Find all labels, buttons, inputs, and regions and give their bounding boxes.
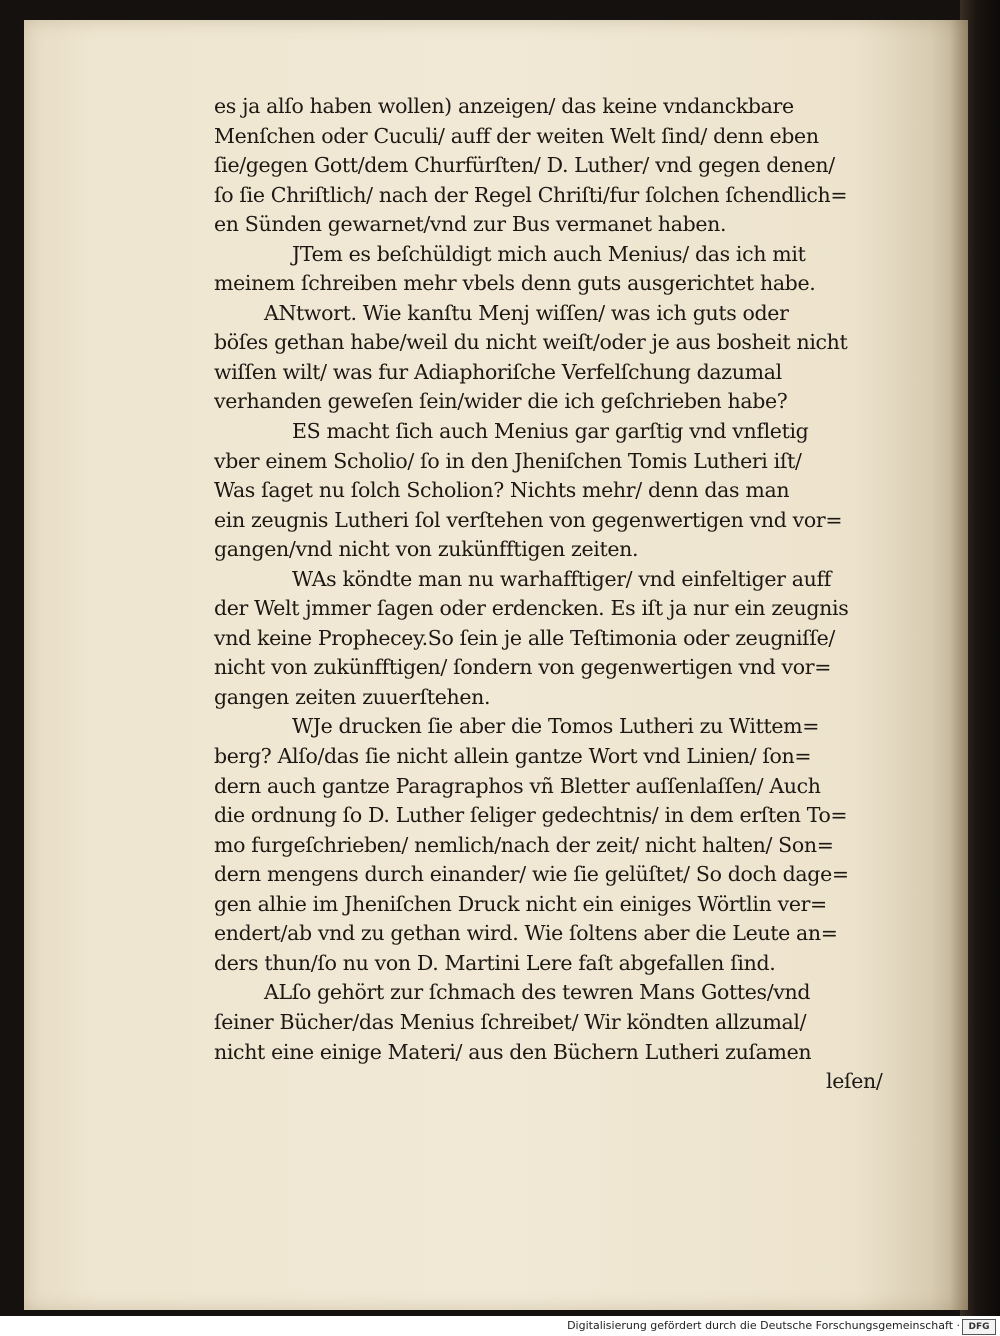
text-line: gen alhie im Jheniſchen Druck nicht ein einiges Wörtlin ver= (214, 891, 827, 916)
text-line: en Sünden gewarnet/vnd zur Bus vermanet haben. (214, 212, 727, 237)
text-line: endert/ab vnd zu gethan wird. Wie ſoltens aber die Leute an= (214, 921, 838, 946)
text-line: die ordnung ſo D. Luther ſeliger gedechtnis/ in dem erſten To= (214, 803, 848, 828)
footer-bar (0, 1316, 1000, 1336)
page-text-block (214, 92, 934, 1097)
text-line: ſo ſie Chriſtlich/ nach der Regel Chriſti/fur ſolchen ſchendlich= (214, 182, 848, 207)
page-edge-shade (950, 20, 968, 1310)
text-line: ders thun/ſo nu von D. Martini Lere faſt abgefallen ſind. (214, 950, 776, 975)
text-line: mo furgeſchrieben/ nemlich/nach der zeit/ nicht halten/ Son= (214, 832, 834, 857)
paragraph-start-line: ES macht ſich auch Menius gar garſtig vnd vnfletig (292, 419, 809, 444)
text-line: vber einem Scholio/ ſo in den Jheniſchen Tomis Lutheri iſt/ (214, 448, 802, 473)
text-line: gangen/vnd nicht von zukünfftigen zeiten. (214, 537, 639, 562)
paragraph-start-line: WAs köndte man nu warhafftiger/ vnd einfeltiger auff (292, 566, 831, 591)
text-line: meinem ſchreiben mehr vbels denn guts ausgerichtet habe. (214, 271, 816, 296)
paragraph-start-line: JTem es beſchüldigt mich auch Menius/ das ich mit (292, 241, 806, 266)
text-line: es ja alſo haben wollen) anzeigen/ das keine vndanckbare (214, 94, 794, 118)
catchword: leſen/ (826, 1069, 883, 1094)
text-line: berg? Alſo/das ſie nicht allein gantze Wort vnd Linien/ ſon= (214, 744, 812, 769)
footer-credit-text: Digitalisierung gefördert durch die Deutsche Forschungsgemeinschaft · (567, 1319, 960, 1332)
text-line: wiſſen wilt/ was fur Adiaphoriſche Verfelſchung dazumal (214, 359, 782, 384)
text-line: gangen zeiten zuuerſtehen. (214, 684, 491, 709)
dfg-logo-icon: DFG (962, 1319, 996, 1335)
paragraph-start-line: WJe drucken ſie aber die Tomos Lutheri zu Wittem= (292, 714, 820, 739)
text-line: nicht eine einige Materi/ aus den Büchern Lutheri zuſamen (214, 1039, 812, 1064)
text-line: ſeiner Bücher/das Menius ſchreibet/ Wir köndten allzumal/ (214, 1009, 807, 1034)
paragraph-start-line: ALſo gehört zur ſchmach des tewren Mans Gottes/vnd (264, 980, 811, 1005)
text-line: nicht von zukünfftigen/ ſondern von gegenwertigen vnd vor= (214, 655, 832, 680)
text-line: Menſchen oder Cuculi/ auff der weiten Welt ſind/ denn eben (214, 123, 819, 148)
text-line: dern auch gantze Paragraphos vñ Bletter auſſenlaſſen/ Auch (214, 773, 821, 798)
text-line: verhanden geweſen ſein/wider die ich geſchrieben habe? (214, 389, 788, 414)
text-line: böſes gethan habe/weil du nicht weiſt/oder je aus bosheit nicht (214, 330, 848, 355)
text-line: der Welt jmmer ſagen oder erdencken. Es iſt ja nur ein zeugnis (214, 596, 849, 621)
text-line: vnd keine Prophecey.So ſein je alle Teſtimonia oder zeugniſſe/ (214, 625, 835, 650)
text-line: Was ſaget nu ſolch Scholion? Nichts mehr/ denn das man (214, 478, 790, 503)
paragraph-start-line: ANtwort. Wie kanſtu Menj wiſſen/ was ich guts oder (264, 300, 789, 325)
text-line: dern mengens durch einander/ wie ſie gelüſtet/ So doch dage= (214, 862, 849, 887)
text-line: ſie/gegen Gott/dem Churfürſten/ D. Luther/ vnd gegen denen/ (214, 153, 835, 178)
text-line: ein zeugnis Lutheri ſol verſtehen von gegenwertigen vnd vor= (214, 507, 843, 532)
